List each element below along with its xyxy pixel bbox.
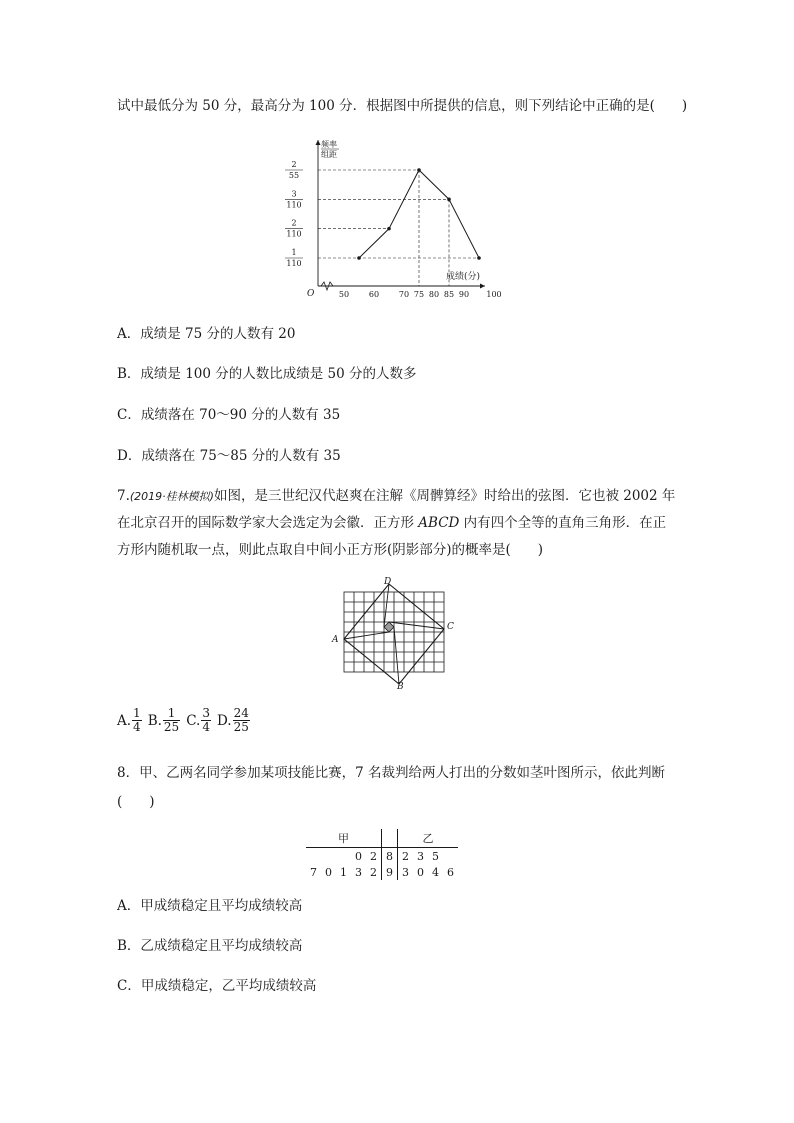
shaded-inner-square — [384, 622, 394, 632]
frequency-polygon-chart — [280, 134, 500, 304]
x-tick-label: 85 — [443, 290, 455, 299]
q8-option-c[interactable]: C．甲成绩稳定，乙平均成绩较高 — [117, 978, 317, 994]
question-6-stem: 试中最低分为 50 分，最高分为 100 分．根据图中所提供的信息，则下列结论中正确的是( ) — [117, 98, 688, 114]
q7-option-b-letter: B. — [147, 712, 162, 729]
data-point — [417, 168, 421, 172]
q6-option-d[interactable]: D．成绩落在 75～85 分的人数有 35 — [117, 448, 341, 464]
q7-c-num: 3 — [202, 706, 210, 720]
q7-line1-text: 如图，是三世纪汉代赵爽在注解《周髀算经》时给出的弦图．它也被 2002 年 — [213, 488, 676, 504]
leaf-left: 0 — [325, 865, 332, 879]
leaf-left: 7 — [310, 865, 317, 879]
y-tick-denominator: 110 — [286, 259, 302, 268]
x-tick-label: 70 — [398, 290, 410, 299]
data-point — [357, 256, 361, 260]
data-point — [477, 256, 481, 260]
frequency-polyline — [359, 170, 479, 258]
q7-b-num: 1 — [167, 706, 176, 720]
leaf-right: 5 — [432, 849, 439, 863]
data-point — [387, 227, 391, 231]
q6-option-a[interactable]: A．成绩是 75 分的人数有 20 — [117, 326, 296, 342]
q7-number: 7. — [117, 488, 130, 504]
question-7-line-3: 方形内随机取一点，则此点取自中间小正方形(阴影部分)的概率是( ) — [117, 542, 544, 558]
y-tick-numerator: 3 — [291, 189, 297, 199]
label-b: B — [397, 682, 404, 692]
y-tick-denominator: 55 — [288, 171, 300, 180]
q7-option-c-letter: C. — [186, 712, 201, 729]
q7-option-a[interactable] — [117, 707, 142, 734]
stem: 9 — [382, 864, 398, 880]
x-tick-label: 90 — [458, 290, 470, 299]
question-7-line-1 — [117, 486, 675, 507]
leaf-left: 2 — [370, 849, 377, 863]
q7-a-den: 4 — [133, 720, 141, 734]
x-axis-arrow — [480, 284, 485, 289]
q7-b-den: 25 — [163, 720, 180, 734]
data-point — [447, 198, 451, 202]
left-header: 甲 — [306, 829, 382, 848]
origin-label: O — [307, 289, 315, 299]
q7-option-b-fraction — [163, 707, 180, 734]
x-axis-label: 成绩(分) — [445, 272, 481, 282]
stem: 8 — [382, 848, 398, 865]
q7-option-d-fraction — [233, 707, 250, 734]
x-tick-label: 60 — [368, 290, 380, 299]
q7-option-d-letter: D. — [216, 712, 232, 729]
leaf-right: 2 — [402, 849, 409, 863]
q7-line2-pre: 在北京召开的国际数学家大会选定为会徽．正方形 — [117, 515, 419, 531]
q7-a-num: 1 — [133, 706, 141, 720]
y-tick-numerator: 2 — [291, 160, 297, 169]
hypotenuse-diagram — [330, 578, 460, 690]
stem-leaf-header — [306, 829, 458, 848]
q7-option-d[interactable] — [217, 707, 250, 734]
q7-d-num: 24 — [233, 706, 249, 720]
q7-option-a-fraction — [132, 707, 142, 734]
q7-d-den: 25 — [233, 720, 249, 734]
question-7-line-2 — [117, 513, 666, 533]
y-axis-arrow — [316, 140, 321, 145]
x-tick-label: 75 — [413, 290, 425, 299]
stem-leaf-row — [306, 864, 458, 880]
leaf-left: 1 — [340, 865, 347, 879]
x-tick-label: 80 — [428, 290, 440, 299]
q7-line2-post: 内有四个全等的直角三角形．在正 — [459, 515, 667, 531]
y-tick-numerator: 1 — [291, 248, 297, 257]
stem-leaf-row — [306, 848, 458, 865]
question-8-line-1: 8．甲、乙两名同学参加某项技能比赛，7 名裁判给两人打出的分数如茎叶图所示，依此判断 — [117, 765, 665, 781]
y-axis-label-bottom: 组距 — [321, 150, 337, 159]
q7-option-c-fraction — [201, 707, 211, 734]
q7-options — [117, 707, 256, 734]
q8-option-b[interactable]: B．乙成绩稳定且平均成绩较高 — [117, 938, 303, 954]
q7-c-den: 4 — [202, 720, 210, 734]
q7-option-c[interactable] — [186, 707, 211, 734]
leaf-right: 0 — [417, 865, 424, 879]
x-tick-label: 100 — [486, 290, 502, 299]
leaf-right: 3 — [417, 849, 424, 863]
x-tick-label: 50 — [338, 290, 350, 299]
y-tick-denominator: 110 — [286, 229, 302, 239]
y-axis-label-top: 频率 — [321, 140, 337, 149]
leaf-right: 4 — [432, 865, 439, 879]
question-8-line-2: ( ) — [117, 794, 155, 810]
leaf-left — [336, 848, 351, 865]
q7-option-a-letter: A. — [117, 712, 132, 729]
stem-leaf-table — [306, 829, 458, 880]
leaf-left — [321, 848, 336, 865]
y-tick-denominator: 110 — [286, 200, 302, 210]
q7-source: (2019·桂林模拟) — [129, 490, 214, 503]
stem-header — [382, 829, 398, 848]
q8-option-a[interactable]: A．甲成绩稳定且平均成绩较高 — [117, 898, 303, 914]
label-a: A — [332, 635, 339, 645]
y-tick-numerator: 2 — [291, 218, 297, 228]
label-d: D — [384, 577, 392, 587]
leaf-right: 3 — [402, 865, 409, 879]
q6-option-c[interactable]: C．成绩落在 70～90 分的人数有 35 — [117, 407, 341, 423]
leaf-right: 6 — [447, 865, 454, 879]
q7-abcd: ABCD — [418, 515, 460, 531]
right-header: 乙 — [398, 829, 459, 848]
leaf-left: 3 — [355, 865, 362, 879]
leaf-left: 0 — [355, 849, 362, 863]
q6-option-b[interactable]: B．成绩是 100 分的人数比成绩是 50 分的人数多 — [117, 366, 417, 382]
q7-option-b[interactable] — [148, 707, 181, 734]
label-c: C — [447, 622, 454, 632]
leaf-left: 2 — [370, 865, 377, 879]
leaf-right — [443, 848, 458, 865]
leaf-left — [306, 848, 321, 865]
